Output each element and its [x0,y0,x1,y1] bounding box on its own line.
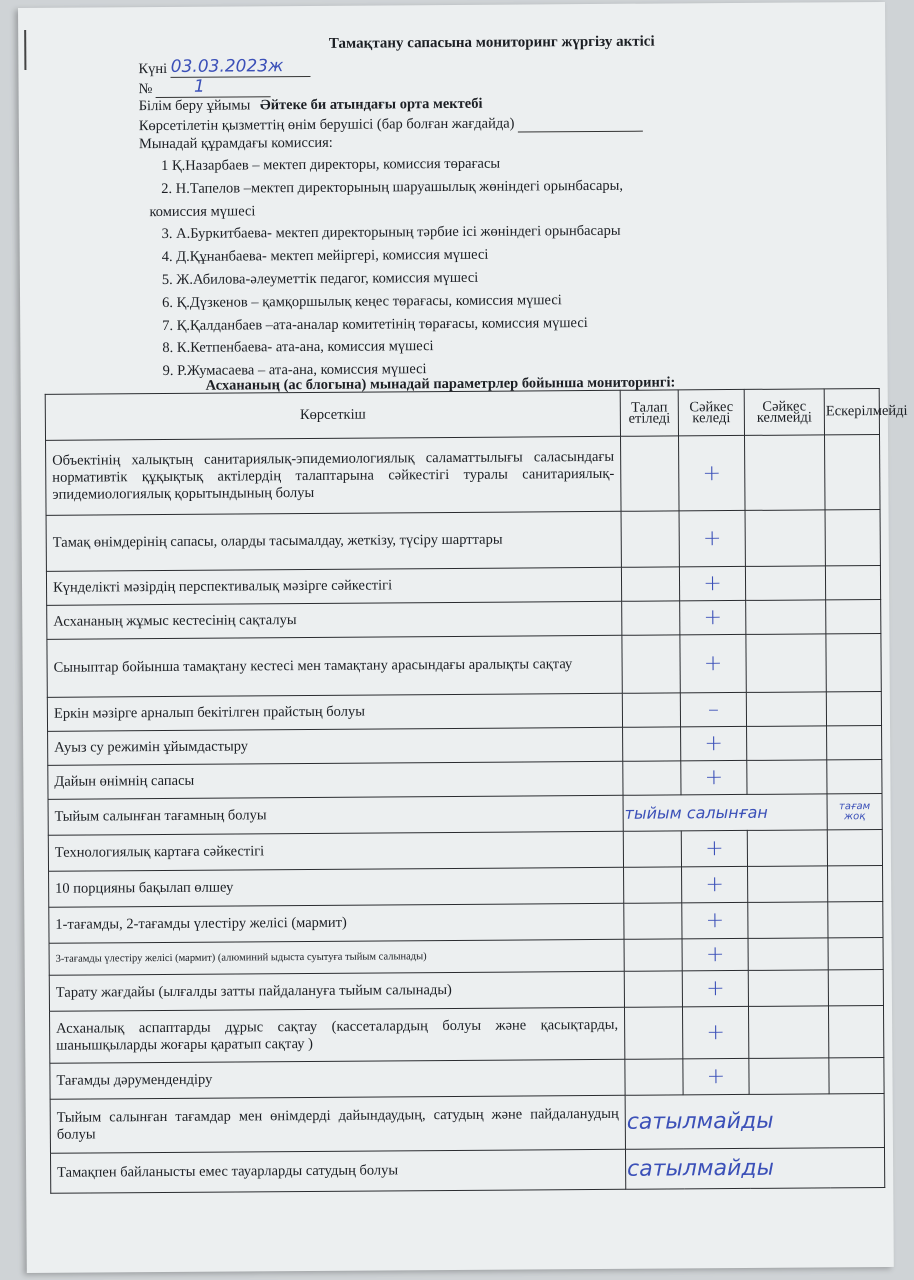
member-item: 4. Д.Құнанбаева- мектеп мейіргері, комиссия мүшесі [161,246,489,266]
not-meets-cell [746,634,826,693]
handwritten-note: сатылмайды [627,1155,774,1182]
date-line [138,56,310,78]
not-meets-cell [748,938,828,971]
table-row [46,565,880,605]
indicator-cell: Сыныптар бойынша тамақтану кестесі мен тамақтану арасындағы аралықты сақтау [47,635,622,697]
number-label: № [138,81,153,98]
meets-cell [680,600,746,634]
not-meets-cell [748,1006,828,1059]
indicator-cell: Асхананың жұмыс кестесінің сақталуы [47,601,622,639]
required-cell [625,1147,884,1189]
org-label: Білім беру ұйымы [138,97,251,115]
required-cell [623,831,681,867]
meets-cell [679,566,745,600]
not-meets-cell [748,970,828,1007]
member-item: 7. Қ.Қалданбаев –ата-аналар комитетінің төрағасы, комиссия мүшесі [162,314,588,334]
member-item: 8. К.Кетпенбаева- ата-ана, комиссия мүшесі [162,338,434,357]
indicator-cell: Тамақпен байланысты емес тауарларды сатудың болуы [50,1149,625,1193]
indicator-cell: Объектінің халықтың санитариялық-эпидемиологиялық саламаттылығы саласындағы нормативтік құқықтық актілердің талаптарына сәйкестігі туралы санитариялық-эпидемиологиялық қорытындының болуы [46,436,622,515]
required-cell [625,1093,884,1149]
table-row [50,1147,884,1193]
handwritten-mark: + [704,731,723,757]
not-considered-cell [828,1005,883,1057]
member-item: комиссия мүшесі [149,202,256,220]
not-considered-cell [828,937,883,969]
commission-members [149,152,624,383]
col-indicator: Көрсеткіш [45,390,620,440]
table-row [50,1057,884,1099]
required-cell [625,1059,683,1095]
indicator-cell: Тағамды дәрумендендіру [50,1059,625,1099]
indicator-cell: Дайын өнімнің сапасы [48,761,623,799]
not-considered-cell [829,1057,884,1093]
required-cell [623,761,681,795]
org-value: Әйтеке би атындағы орта мектебі [259,95,483,114]
meets-cell [680,634,746,692]
indicator-cell: 3-тағамды үлестіру желісі (мармит) (алюминий ыдыста суытуға тыйым салынады) [49,939,624,975]
meets-cell [682,938,748,970]
handwritten-mark: – [707,697,720,723]
org-line [139,96,483,115]
table-row [47,599,881,639]
not-considered-cell [828,865,883,901]
member-item: 5. Ж.Абилова-әлеуметтік педагог, комиссия мүшесі [161,269,479,288]
provider-field [518,114,643,133]
meets-cell [681,830,747,866]
table-row [49,865,883,907]
table-row [50,1005,884,1063]
not-meets-cell [747,830,827,867]
table-row [46,434,881,515]
table-header-row [45,388,879,440]
date-value: 03.03.2023ж [170,56,284,77]
not-considered-cell [825,565,880,599]
col-not-meets: Сәйкес келмейді [744,389,824,436]
not-meets-cell [748,866,828,903]
indicator-cell: Асханалық аспаптарды дұрыс сақтау (кассеталардың болуы және қасықтарды, шанышқыларды жоғары қаратып сақтау ) [50,1007,625,1063]
required-cell [624,903,682,939]
required-cell [622,635,680,693]
handwritten-note: тыйым салынған [624,802,768,823]
meets-cell [679,435,746,510]
provider-line [139,114,643,136]
not-meets-cell [747,760,827,795]
required-cell [624,971,682,1007]
col-not-considered: Ескерілмейді [824,388,879,434]
not-meets-cell [747,726,827,761]
handwritten-mark: + [702,526,722,552]
required-cell [623,727,681,761]
not-meets-cell [748,902,828,939]
handwritten-mark: + [703,651,723,677]
document-sheet [18,2,908,1273]
not-considered-cell [827,793,882,829]
handwritten-mark: + [705,908,725,934]
not-considered-cell [826,691,881,725]
not-considered-cell [826,633,881,691]
handwritten-mark: + [703,605,723,631]
not-considered-cell [827,829,882,865]
not-meets-cell [746,692,826,727]
handwritten-mark: + [706,1064,726,1090]
handwritten-note: сатылмайды [626,1108,774,1135]
provider-label: Көрсетілетін қызметтің өнім берушісі (бар болған жағдайда) [138,115,515,135]
handwritten-mark: + [704,765,724,791]
not-considered-cell [828,901,883,937]
not-considered-cell [828,969,883,1005]
required-cell [623,794,827,831]
indicator-cell: 10 порцияны бақылап өлшеу [49,867,624,907]
date-field [171,56,311,78]
meets-cell [681,726,747,760]
col-required: Талап етіледі [620,390,678,436]
handwritten-note-last: тағам жоқ [838,800,871,822]
date-label: Күні [138,60,168,78]
meets-cell [681,760,747,794]
handwritten-mark: + [705,872,724,898]
required-cell [622,601,680,635]
indicator-cell: Еркін мәзірге арналып бекітілген прайстың болуы [47,693,622,731]
not-considered-cell [825,509,880,565]
meets-cell [683,1058,749,1094]
meets-cell [680,692,746,726]
meets-cell [682,970,748,1006]
required-cell [624,939,682,971]
table-row [49,901,883,943]
table-row [50,1093,884,1153]
not-meets-cell [745,510,825,567]
not-meets-cell [749,1058,829,1095]
not-meets-cell [746,600,826,635]
not-considered-cell [827,725,882,759]
number-line [138,76,271,98]
table-row [47,691,881,731]
table-row [48,829,882,871]
table-row [48,725,882,765]
handwritten-mark: + [706,976,725,1002]
required-cell [621,511,679,567]
document-title: Тамақтану сапасына мониторинг жүргізу актісі [328,33,655,52]
indicator-cell: Тыйым салынған тағамдар мен өнімдерді дайындаудың, сатудың және пайдаланудың болуы [50,1095,625,1153]
not-considered-cell [827,759,882,793]
table-row [48,793,882,835]
member-item: 2. Н.Тапелов –мектеп директорының шаруашылық жөніндегі орынбасары, [161,177,624,197]
handwritten-mark: + [705,942,725,968]
required-cell [624,1007,682,1059]
indicator-cell: Тарату жағдайы (ылғалды затты пайдалануға тыйым салынады) [49,971,624,1011]
handwritten-mark: + [703,571,722,597]
member-item: 1 Қ.Назарбаев – мектеп директоры, комиссия төрағасы [161,155,501,175]
required-cell [622,693,680,727]
number-field [156,76,271,98]
meets-cell [682,866,748,902]
monitoring-table [45,388,908,1194]
table-row [49,969,883,1011]
handwritten-mark: + [706,1020,725,1046]
not-considered-cell [826,599,881,633]
indicator-cell: Ауыз су режимін ұйымдастыру [48,727,623,765]
table-row [48,759,882,799]
table-title: Асхананың (ас блогына) мынадай параметрлер бойынша мониторингі: [205,374,676,394]
not-considered-cell [824,434,880,509]
not-meets-cell [745,435,826,511]
not-meets-cell [745,566,825,601]
required-cell [621,567,679,601]
required-cell [624,867,682,903]
indicator-cell: Тыйым салынған тағамның болуы [48,795,623,835]
indicator-cell: 1-тағамды, 2-тағамды үлестіру желісі (мармит) [49,903,624,943]
indicator-cell: Технологиялық картаға сәйкестігі [48,831,623,871]
meets-cell [682,902,748,938]
handwritten-mark: + [705,836,724,862]
number-value: 1 [193,76,205,97]
table-row [47,633,881,697]
meets-cell [679,510,745,566]
member-item: 6. Қ.Дүзкенов – қамқоршылық кеңес төрағасы, комиссия мүшесі [162,291,562,311]
table-row [46,509,880,571]
indicator-cell: Тамақ өнімдерінің сапасы, оларды тасымалдау, жеткізу, түсіру шарттары [46,511,621,571]
required-cell [621,436,680,511]
commission-label: Мынадай құрамдағы комиссия: [138,134,333,153]
col-meets: Сәйкес келеді [678,389,744,435]
indicator-cell: Күнделікті мәзірдің перспективалық мәзірге сәйкестігі [46,567,621,605]
member-item: 3. А.Буркитбаева- мектеп директорының тәрбие ісі жөніндегі орынбасары [161,223,621,243]
handwritten-mark: + [702,460,722,486]
member-item: 9. Р.Жумасаева – ата-ана, комиссия мүшесі [162,361,427,380]
meets-cell [682,1006,748,1058]
